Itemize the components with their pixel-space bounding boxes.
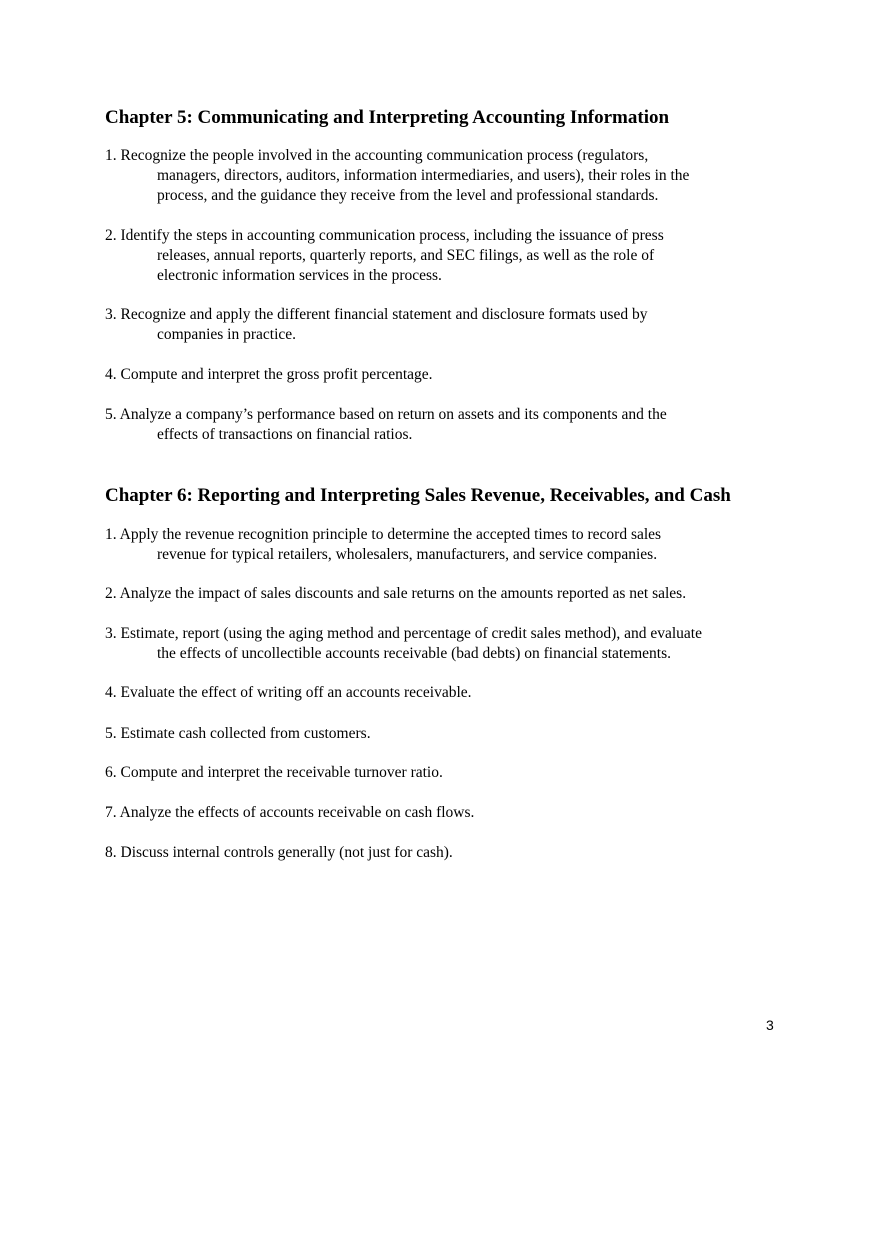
- objective-text: effects of transactions on financial ratios.: [157, 426, 413, 443]
- chapter-5-objective-4: [105, 365, 780, 385]
- chapter-5-heading: Chapter 5: Communicating and Interpreting Accounting Information: [105, 107, 670, 128]
- objective-text: 1. Apply the revenue recognition principle to determine the accepted times to record sales: [105, 526, 662, 543]
- chapter-6-objective-2: [105, 584, 780, 604]
- objective-text: 5. Estimate cash collected from customers.: [105, 725, 371, 742]
- chapter-6-objective-7: [105, 803, 780, 823]
- objective-text: 4. Compute and interpret the gross profit percentage.: [105, 366, 433, 383]
- objective-text: 4. Evaluate the effect of writing off an accounts receivable.: [105, 684, 472, 701]
- chapter-5-objective-5: [105, 405, 780, 445]
- objective-text: process, and the guidance they receive from the level and professional standards.: [157, 187, 659, 204]
- chapter-5-objective-1: [105, 146, 780, 206]
- page-number: 3: [766, 1017, 774, 1033]
- chapter-5-objective-2: [105, 226, 780, 286]
- chapter-5-objective-3: [105, 305, 780, 345]
- objective-text: the effects of uncollectible accounts receivable (bad debts) on financial statements.: [157, 645, 672, 662]
- objective-text: 6. Compute and interpret the receivable turnover ratio.: [105, 764, 443, 781]
- objective-text: 3. Estimate, report (using the aging method and percentage of credit sales method), and evaluate: [105, 625, 702, 642]
- objective-text: 8. Discuss internal controls generally (not just for cash).: [105, 844, 453, 861]
- chapter-6-heading: Chapter 6: Reporting and Interpreting Sales Revenue, Receivables, and Cash: [105, 485, 731, 506]
- objective-text: revenue for typical retailers, wholesalers, manufacturers, and service companies.: [157, 546, 658, 563]
- objective-text: companies in practice.: [157, 326, 297, 343]
- objective-text: 2. Analyze the impact of sales discounts and sale returns on the amounts reported as net sales.: [105, 585, 687, 602]
- objective-text: electronic information services in the process.: [157, 267, 442, 284]
- chapter-6-objective-5: [105, 724, 780, 744]
- objective-text: 2. Identify the steps in accounting communication process, including the issuance of press: [105, 227, 664, 244]
- objective-text: 5. Analyze a company’s performance based on return on assets and its components and the: [105, 406, 667, 423]
- chapter-6-objective-1: [105, 525, 780, 565]
- chapter-6-objective-8: [105, 843, 780, 863]
- chapter-6-objective-3: [105, 624, 780, 664]
- objective-text: managers, directors, auditors, information intermediaries, and users), their roles in the: [157, 167, 690, 184]
- objective-text: 1. Recognize the people involved in the accounting communication process (regulators,: [105, 147, 649, 164]
- objective-text: 7. Analyze the effects of accounts receivable on cash flows.: [105, 804, 475, 821]
- chapter-6-objective-4: [105, 683, 780, 703]
- chapter-6-objective-6: [105, 763, 780, 783]
- objective-text: 3. Recognize and apply the different financial statement and disclosure formats used by: [105, 306, 648, 323]
- objective-text: releases, annual reports, quarterly reports, and SEC filings, as well as the role of: [157, 247, 655, 264]
